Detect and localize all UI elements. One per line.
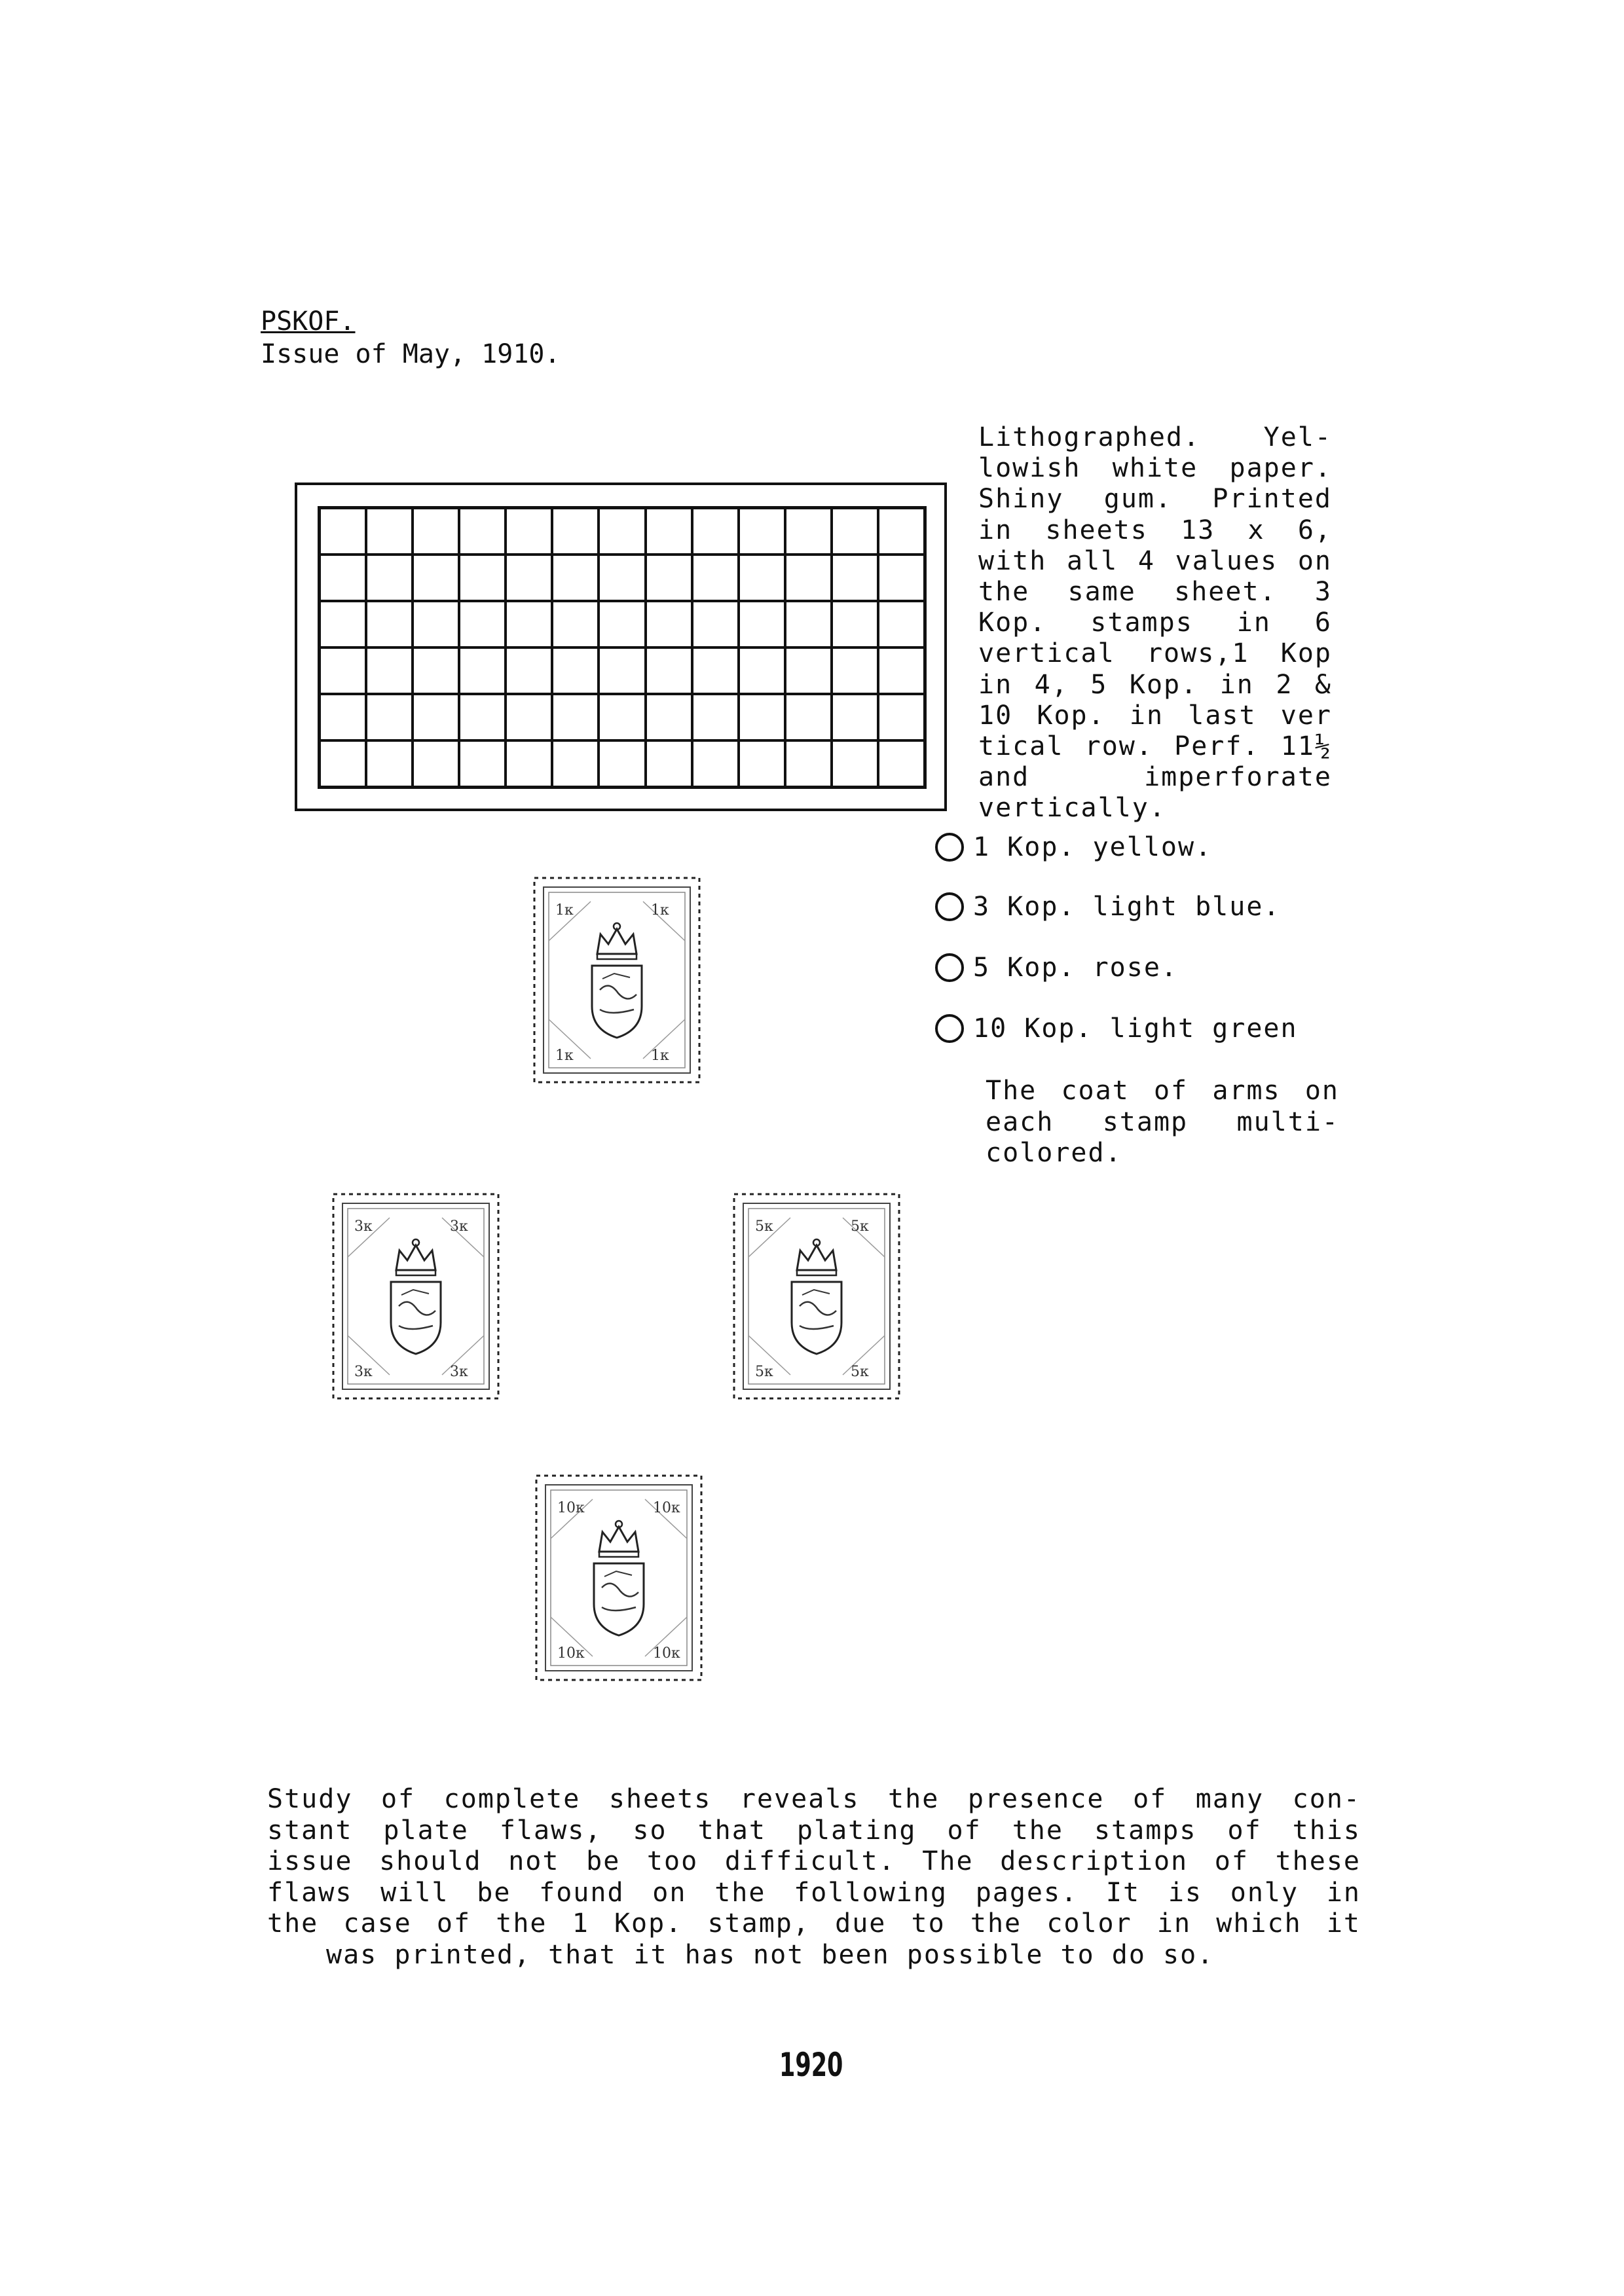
sheet-cell: [506, 694, 552, 740]
sheet-cell: [878, 740, 925, 787]
svg-text:10к: 10к: [653, 1500, 680, 1516]
sheet-cell: [785, 647, 832, 694]
stamp-illustration: [534, 1473, 704, 1683]
value-label: 10 Kop. light green: [973, 1013, 1298, 1044]
plate-flaws-paragraph: [267, 1784, 1361, 1971]
sheet-cell: [646, 694, 692, 740]
value-label: 3 Kop. light blue.: [973, 892, 1281, 922]
svg-text:5к: 5к: [851, 1218, 869, 1235]
sheet-cell: [739, 508, 785, 555]
sheet-cell: [878, 647, 925, 694]
checkbox-circle-icon[interactable]: [935, 953, 964, 982]
svg-text:5к: 5к: [755, 1218, 773, 1235]
sheet-cell: [646, 740, 692, 787]
sheet-cell: [366, 555, 413, 601]
value-item-5-kop: [935, 949, 1178, 986]
stamp-3-kop: [331, 1192, 501, 1401]
sheet-cell: [459, 740, 506, 787]
checkbox-circle-icon[interactable]: [935, 1014, 964, 1043]
sheet-cell: [739, 740, 785, 787]
paragraph-line: issue should not be too difficult. The description of these: [267, 1846, 1361, 1876]
svg-text:10к: 10к: [653, 1645, 680, 1662]
sheet-cell: [785, 740, 832, 787]
stamp-illustration: [532, 875, 702, 1085]
svg-text:1к: 1к: [555, 902, 574, 919]
sheet-cell: [599, 508, 645, 555]
coat-of-arms-note: The coat of arms on each stamp multi-colored.: [986, 1076, 1339, 1168]
sheet-cell: [366, 740, 413, 787]
sheet-cell: [832, 601, 878, 647]
sheet-cell: [785, 508, 832, 555]
sheet-cell: [506, 740, 552, 787]
sheet-cell: [692, 601, 739, 647]
stamp-1-kop: [532, 875, 702, 1085]
sheet-cell: [459, 601, 506, 647]
sheet-cell: [878, 508, 925, 555]
sheet-cell: [878, 555, 925, 601]
stamp-illustration: [731, 1192, 902, 1401]
sheet-cell: [413, 508, 459, 555]
sheet-cell: [692, 508, 739, 555]
sheet-diagram-grid: [318, 506, 927, 789]
sheet-cell: [832, 647, 878, 694]
sheet-cell: [599, 601, 645, 647]
sheet-cell: [692, 740, 739, 787]
svg-text:10к: 10к: [557, 1645, 585, 1662]
sheet-cell: [552, 601, 599, 647]
sheet-cell: [552, 694, 599, 740]
sheet-cell: [320, 647, 366, 694]
paragraph-line: flaws will be found on the following pages. It is only in: [267, 1877, 1361, 1908]
sheet-cell: [320, 555, 366, 601]
svg-text:5к: 5к: [755, 1364, 773, 1380]
sheet-cell: [320, 740, 366, 787]
sheet-cell: [599, 647, 645, 694]
sheet-cell: [785, 694, 832, 740]
sheet-cell: [646, 647, 692, 694]
sheet-cell: [599, 694, 645, 740]
value-item-1-kop: [935, 829, 1212, 866]
sheet-cell: [646, 508, 692, 555]
sheet-cell: [692, 647, 739, 694]
sheet-cell: [739, 647, 785, 694]
sheet-cell: [366, 694, 413, 740]
checkbox-circle-icon[interactable]: [935, 892, 964, 921]
sheet-cell: [785, 555, 832, 601]
sheet-cell: [413, 601, 459, 647]
sheet-cell: [366, 601, 413, 647]
page-title: PSKOF.: [261, 306, 356, 337]
sheet-cell: [785, 601, 832, 647]
stamp-5-kop: [731, 1192, 902, 1401]
sheet-cell: [459, 508, 506, 555]
sheet-cell: [320, 508, 366, 555]
value-item-10-kop: [935, 1010, 1298, 1047]
sheet-cell: [878, 601, 925, 647]
sheet-cell: [506, 508, 552, 555]
sheet-cell: [878, 694, 925, 740]
sheet-cell: [552, 555, 599, 601]
sheet-cell: [692, 555, 739, 601]
svg-text:10к: 10к: [557, 1500, 585, 1516]
sheet-cell: [413, 647, 459, 694]
sheet-cell: [552, 647, 599, 694]
sheet-cell: [459, 555, 506, 601]
sheet-cell: [832, 555, 878, 601]
value-label: 5 Kop. rose.: [973, 953, 1178, 983]
svg-text:3к: 3к: [354, 1364, 373, 1380]
sheet-cell: [366, 508, 413, 555]
sheet-cell: [832, 694, 878, 740]
paragraph-line: stant plate flaws, so that plating of the stamps of this: [267, 1815, 1361, 1846]
paragraph-line: Study of complete sheets reveals the presence of many con-: [267, 1784, 1361, 1814]
sheet-cell: [739, 601, 785, 647]
svg-text:3к: 3к: [354, 1218, 373, 1235]
sheet-cell: [459, 647, 506, 694]
sheet-cell: [599, 555, 645, 601]
sheet-cell: [599, 740, 645, 787]
sheet-cell: [320, 601, 366, 647]
issue-description: Lithographed. Yel-lowish white paper. Shiny gum. Printed in sheets 13 x 6, with all 4 values on the same sheet. 3 Kop. stamps in 6 vertical rows,1 Kop in 4, 5 Kop. in 2 & 10 Kop. in last ver tical row. Perf. 11½ and imperforate vertically.: [978, 422, 1332, 824]
svg-text:1к: 1к: [651, 1048, 669, 1064]
value-item-3-kop: [935, 888, 1280, 925]
sheet-cell: [506, 647, 552, 694]
sheet-cell: [739, 694, 785, 740]
stamp-10-kop: [534, 1473, 704, 1683]
sheet-cell: [832, 740, 878, 787]
sheet-cell: [552, 740, 599, 787]
paragraph-line: was printed, that it has not been possible to do so.: [326, 1939, 1215, 1970]
svg-text:3к: 3к: [450, 1218, 468, 1235]
stamp-illustration: [331, 1192, 501, 1401]
svg-text:1к: 1к: [555, 1048, 574, 1064]
sheet-cell: [413, 694, 459, 740]
sheet-cell: [413, 555, 459, 601]
sheet-cell: [552, 508, 599, 555]
sheet-cell: [506, 555, 552, 601]
paragraph-line: the case of the 1 Kop. stamp, due to the color in which it: [267, 1908, 1361, 1939]
checkbox-circle-icon[interactable]: [935, 833, 964, 862]
sheet-cell: [646, 601, 692, 647]
sheet-cell: [692, 694, 739, 740]
sheet-cell: [832, 508, 878, 555]
sheet-cell: [459, 694, 506, 740]
sheet-cell: [739, 555, 785, 601]
value-label: 1 Kop. yellow.: [973, 832, 1213, 862]
sheet-cell: [366, 647, 413, 694]
issue-subtitle: Issue of May, 1910.: [261, 339, 561, 369]
svg-text:3к: 3к: [450, 1364, 468, 1380]
page-number: 1920: [779, 2046, 843, 2084]
sheet-cell: [320, 694, 366, 740]
sheet-cell: [646, 555, 692, 601]
svg-text:5к: 5к: [851, 1364, 869, 1380]
sheet-cell: [506, 601, 552, 647]
sheet-cell: [413, 740, 459, 787]
svg-text:1к: 1к: [651, 902, 669, 919]
